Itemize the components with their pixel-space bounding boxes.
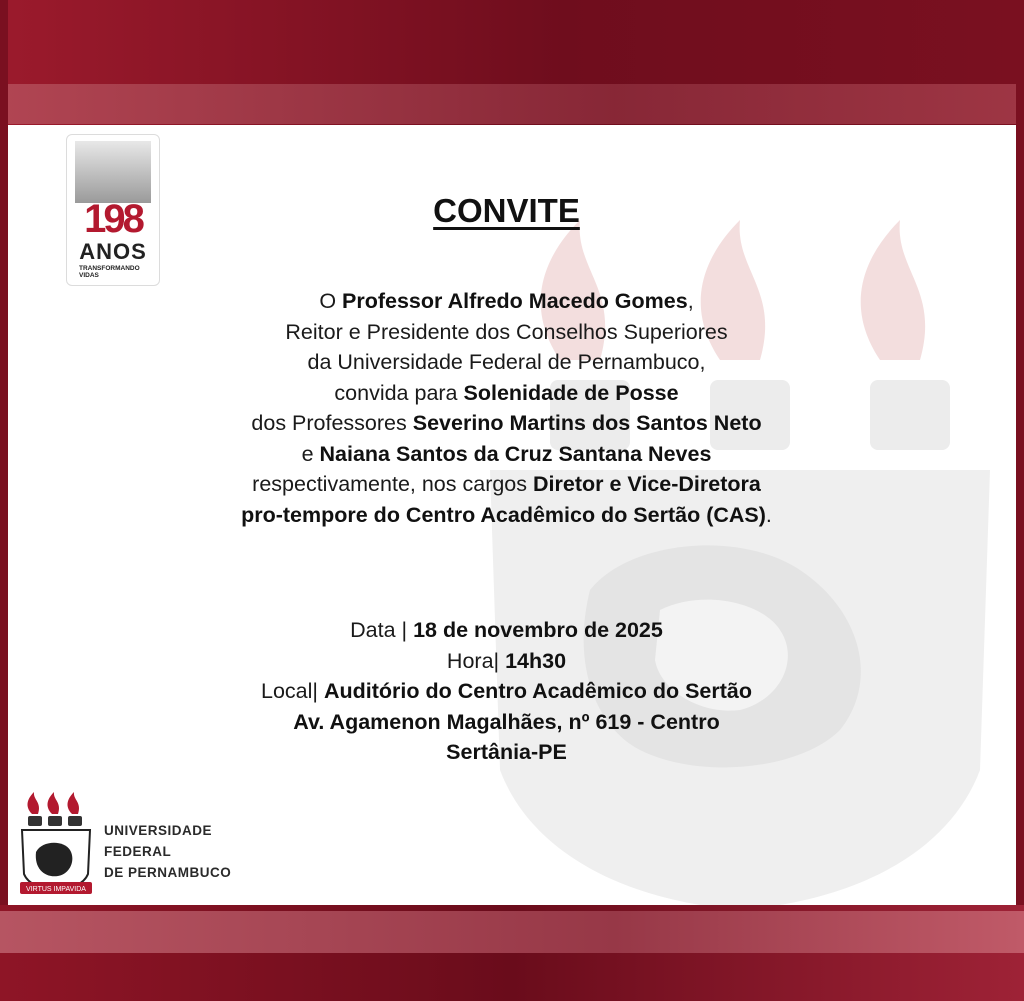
badge-tagline <box>79 265 151 279</box>
invitation-text <box>0 286 1013 530</box>
place-label: Local| <box>260 679 324 703</box>
date-label: Data | <box>350 618 414 642</box>
ceremony-name: Solenidade de Posse <box>463 380 679 405</box>
city-line <box>0 737 1013 768</box>
city-value: Sertânia-PE <box>446 740 567 764</box>
bottom-banner-stripe <box>0 911 1024 953</box>
ufpe-wordmark <box>104 820 231 883</box>
address-line <box>0 707 1013 738</box>
l8-post: . <box>765 502 772 527</box>
invite-line-7 <box>0 469 1013 500</box>
invite-line-8 <box>0 500 1013 531</box>
ufpe-line-2: FEDERAL <box>104 844 172 859</box>
event-details <box>0 615 1013 768</box>
ufpe-line-3: DE PERNAMBUCO <box>104 865 232 880</box>
time-line <box>0 646 1013 677</box>
vice-director-name: Naiana Santos da Cruz Santana Neves <box>319 441 712 466</box>
place-line <box>0 676 1013 707</box>
bottom-banner <box>0 905 1024 1001</box>
ufpe-crest-logo <box>18 792 94 902</box>
l1-pre: O <box>319 289 343 313</box>
date-value: 18 de novembro de 2025 <box>413 618 663 642</box>
invite-line-3: da Universidade Federal de Pernambuco, <box>307 350 706 374</box>
badge-tagline-2: VIDAS <box>79 272 99 279</box>
badge-number: 198 <box>84 197 142 241</box>
l6-pre: e <box>301 441 320 466</box>
rector-name: Professor Alfredo Macedo Gomes <box>342 289 688 313</box>
invite-line-1 <box>0 286 1013 317</box>
invite-line-5 <box>0 408 1013 439</box>
ufpe-line-1: UNIVERSIDADE <box>104 823 213 838</box>
badge-tagline-1: TRANSFORMANDO <box>79 265 140 272</box>
positions: Diretor e Vice-Diretora <box>533 472 761 496</box>
l1-post: , <box>687 289 694 313</box>
invite-line-4 <box>0 378 1013 409</box>
ufpe-motto: VIRTUS IMPAVIDA <box>26 886 86 893</box>
director-name: Severino Martins dos Santos Neto <box>412 411 762 435</box>
place-value: Auditório do Centro Acadêmico do Sertão <box>323 679 752 703</box>
page-title: CONVITE <box>433 192 580 229</box>
l5-pre: dos Professores <box>251 411 413 435</box>
l4-pre: convida para <box>334 380 464 405</box>
right-edge <box>1016 0 1024 1001</box>
top-banner <box>0 0 1024 125</box>
time-label: Hora| <box>446 648 506 673</box>
time-value: 14h30 <box>505 648 567 673</box>
l7-pre: respectivamente, nos cargos <box>252 472 533 496</box>
invite-line-6 <box>0 439 1013 470</box>
top-banner-stripe <box>0 84 1024 124</box>
date-line <box>0 615 1013 646</box>
address-value: Av. Agamenon Magalhães, nº 619 - Centro <box>293 709 720 734</box>
badge-word: ANOS <box>79 239 147 264</box>
center-name: pro-tempore do Centro Acadêmico do Sertão (CAS) <box>241 502 766 527</box>
invite-line-2: Reitor e Presidente dos Conselhos Superiores <box>285 319 728 344</box>
